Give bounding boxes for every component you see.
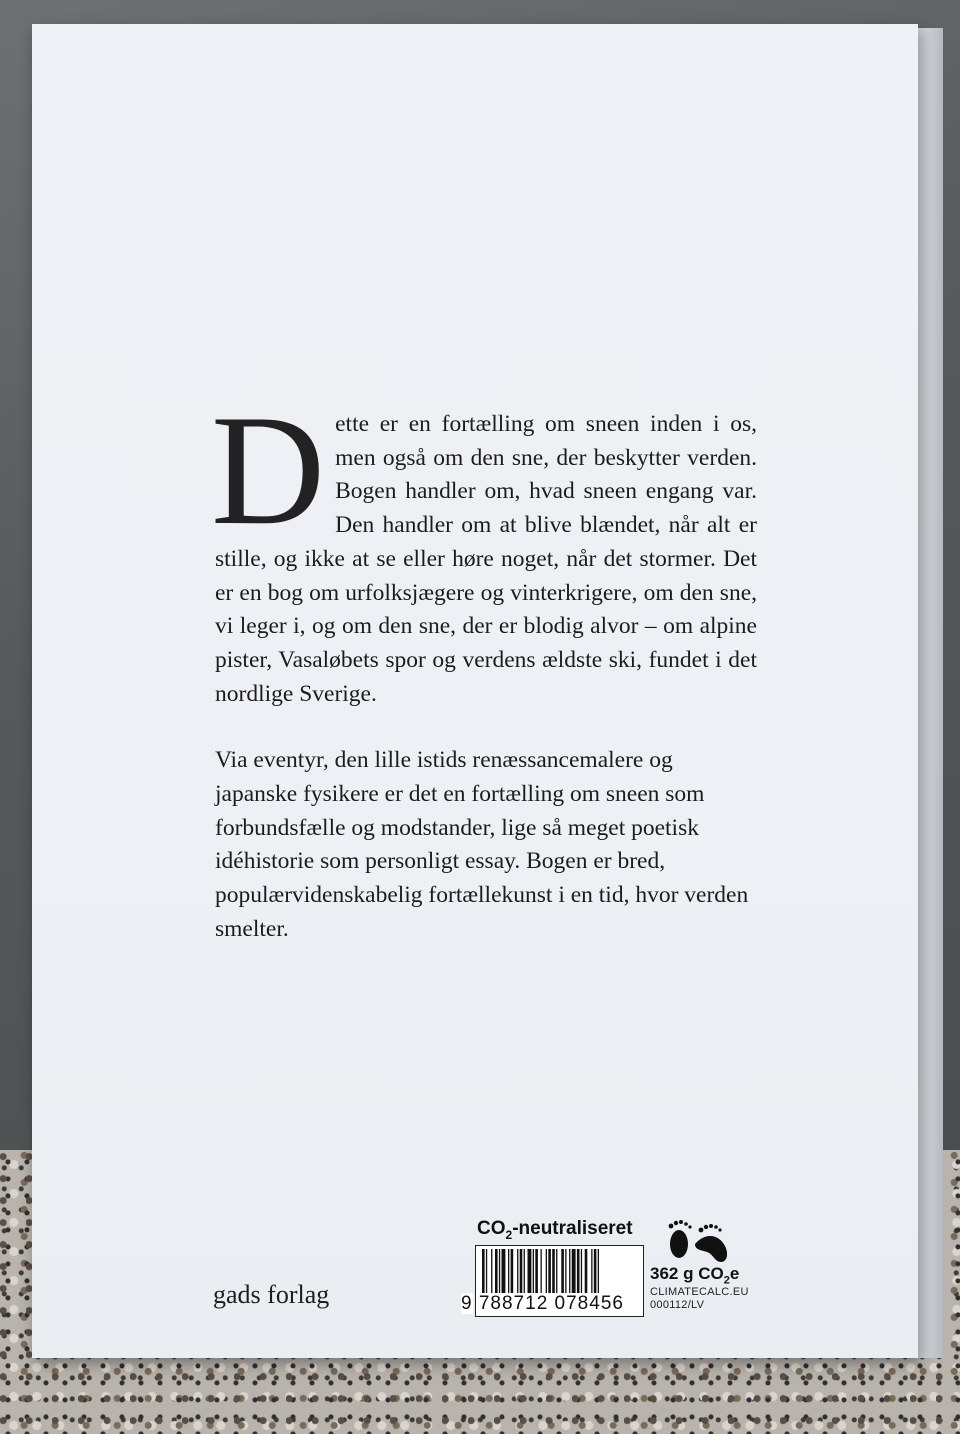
drop-cap: D [211, 383, 326, 558]
barcode-bar [577, 1249, 580, 1293]
barcode-bar [495, 1249, 498, 1293]
barcode-bar [517, 1249, 518, 1293]
barcode-bar [508, 1249, 509, 1293]
climatecalc-id: 000112/LV [650, 1299, 705, 1311]
climatecalc-url: CLIMATECALC.EU [650, 1286, 749, 1298]
blurb-paragraph-2: Via eventyr, den lille istids renæssancemalere og japanske fysikere er det en fortælling om sneen som forbundsfælle og modstander, lige så meget poetisk idéhistorie som personligt essay. Bogen er bred, populærvidenskabelig fortællekunst i en tid, hvor verden smelter. [215, 747, 749, 942]
barcode-bar [499, 1249, 500, 1293]
barcode-bar [524, 1249, 525, 1293]
barcode-bar [594, 1249, 597, 1293]
co2-label-subscript: 2 [505, 1227, 513, 1242]
barcode-bar [556, 1249, 557, 1293]
barcode-bar [535, 1249, 538, 1293]
barcode-bar [561, 1249, 564, 1293]
barcode-bar [541, 1249, 542, 1293]
co2-neutral-label [477, 1218, 633, 1242]
footprints-icon [665, 1214, 735, 1266]
co2-amount-prefix: 362 g CO [650, 1264, 724, 1283]
barcode-bar [502, 1249, 506, 1293]
isbn-group-2: 078456 [554, 1293, 624, 1314]
barcode-bar [491, 1249, 492, 1293]
barcode-bar [565, 1249, 566, 1293]
isbn-digits [461, 1293, 624, 1315]
co2-amount [650, 1264, 739, 1286]
barcode-bar [520, 1249, 523, 1293]
co2-label-prefix: CO [477, 1218, 506, 1239]
isbn-group-1: 788712 [478, 1293, 549, 1314]
barcode-bar [511, 1249, 514, 1293]
blurb-text [211, 383, 757, 947]
barcode-bar [585, 1249, 588, 1293]
blurb-paragraph-1-text: ette er en fortælling om sneen inden i os, men også om den sne, der beskytter verden. Bogen handler om, hvad sneen engang var. Den handler om at blive blændet, når alt er stille, og ikke at se eller høre noget, når det stormer. Det er en bog om urfolksjægere og vinterkrigere, om den sne, vi leger i, og om den sne, der er blodig alvor – om alpine pister, Vasaløbets spor og verdens ældste ski, fundet i det nordlige Sverige. [215, 411, 757, 707]
publisher-name: gads forlag [213, 1280, 330, 1309]
barcode-bar [569, 1249, 570, 1293]
barcode-bar [591, 1249, 592, 1293]
co2-amount-suffix: e [729, 1264, 740, 1283]
co2-label-suffix: -neutraliseret [512, 1218, 633, 1239]
barcode-bar [552, 1249, 555, 1293]
barcode-bar [533, 1249, 534, 1293]
barcode-bar [548, 1249, 551, 1293]
climatecalc-info [650, 1286, 749, 1312]
co2-amount-subscript: 2 [723, 1274, 730, 1287]
barcode-bar [528, 1249, 532, 1293]
barcode-bar [572, 1249, 576, 1293]
blurb-paragraph-1 [211, 383, 757, 711]
isbn-lead-digit: 9 [461, 1293, 473, 1314]
barcode-bar [546, 1249, 547, 1293]
barcode-bar [581, 1249, 582, 1293]
